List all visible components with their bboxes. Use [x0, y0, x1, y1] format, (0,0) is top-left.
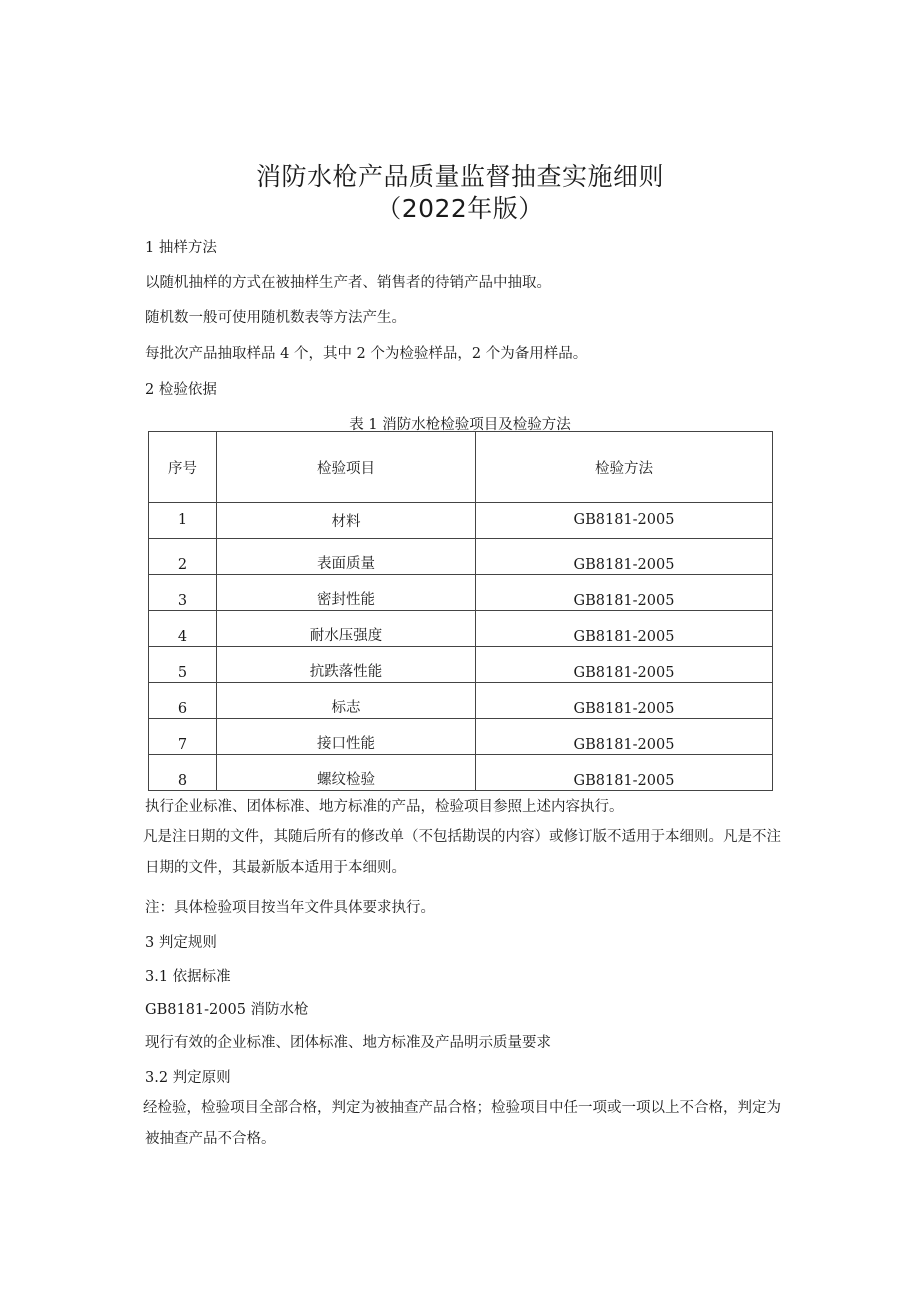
row-index: 1	[149, 503, 217, 539]
table-row	[149, 611, 773, 647]
table-row	[149, 539, 773, 575]
document-title: 消防水枪产品质量监督抽查实施细则	[255, 162, 664, 191]
header-method: 检验方法	[476, 432, 773, 503]
header-item: 检验项目	[217, 432, 476, 503]
row-item: 耐水压强度	[217, 611, 476, 647]
row-item: 材料	[217, 503, 476, 539]
table-row	[149, 647, 773, 683]
table-row	[149, 755, 773, 791]
section-3-2-heading: 3.2 判定原则	[145, 1070, 231, 1086]
row-item: 标志	[217, 683, 476, 719]
row-index: 4	[149, 611, 217, 647]
after-table-paragraph-2: 凡是注日期的文件，其随后所有的修改单（不包括勘误的内容）或修订版不适用于本细则。凡是不注日期的文件，其最新版本适用于本细则。	[143, 829, 781, 876]
section-3-1-paragraph-2: 现行有效的企业标准、团体标准、地方标准及产品明示质量要求	[145, 1035, 551, 1051]
row-item: 抗跌落性能	[217, 647, 476, 683]
row-method: GB8181-2005	[476, 503, 773, 539]
note-paragraph: 注：具体检验项目按当年文件具体要求执行。	[145, 900, 435, 916]
section-1-heading: 1 抽样方法	[145, 240, 217, 256]
document-edition: （2022年版）	[376, 194, 544, 223]
row-method: GB8181-2005	[476, 719, 773, 755]
section-3-heading: 3 判定规则	[145, 935, 217, 951]
section-3-1-paragraph-1: GB8181-2005 消防水枪	[145, 1002, 309, 1018]
row-index: 7	[149, 719, 217, 755]
section-2-heading: 2 检验依据	[145, 382, 217, 398]
table-caption: 表 1 消防水枪检验项目及检验方法	[349, 417, 571, 433]
row-index: 8	[149, 755, 217, 791]
section-1-paragraph-3: 每批次产品抽取样品 4 个，其中 2 个为检验样品，2 个为备用样品。	[145, 346, 588, 362]
table-row	[149, 575, 773, 611]
section-3-2-paragraph-1: 经检验，检验项目全部合格，判定为被抽查产品合格；检验项目中任一项或一项以上不合格，判定为被抽查产品不合格。	[143, 1100, 781, 1147]
section-1-paragraph-2: 随机数一般可使用随机数表等方法产生。	[145, 310, 406, 326]
table-row	[149, 503, 773, 539]
inspection-table	[148, 431, 773, 791]
row-item: 表面质量	[217, 539, 476, 575]
after-table-paragraph-1: 执行企业标准、团体标准、地方标准的产品，检验项目参照上述内容执行。	[145, 799, 624, 815]
row-item: 接口性能	[217, 719, 476, 755]
row-item: 螺纹检验	[217, 755, 476, 791]
table-row	[149, 683, 773, 719]
row-method: GB8181-2005	[476, 575, 773, 611]
row-method: GB8181-2005	[476, 647, 773, 683]
row-index: 5	[149, 647, 217, 683]
row-item: 密封性能	[217, 575, 476, 611]
row-method: GB8181-2005	[476, 683, 773, 719]
row-method: GB8181-2005	[476, 539, 773, 575]
section-1-paragraph-1: 以随机抽样的方式在被抽样生产者、销售者的待销产品中抽取。	[145, 275, 551, 291]
table-row	[149, 719, 773, 755]
header-index: 序号	[149, 432, 217, 503]
row-index: 6	[149, 683, 217, 719]
table-header-row	[149, 432, 773, 503]
row-index: 2	[149, 539, 217, 575]
row-method: GB8181-2005	[476, 611, 773, 647]
section-3-1-heading: 3.1 依据标准	[145, 969, 231, 985]
row-method: GB8181-2005	[476, 755, 773, 791]
row-index: 3	[149, 575, 217, 611]
